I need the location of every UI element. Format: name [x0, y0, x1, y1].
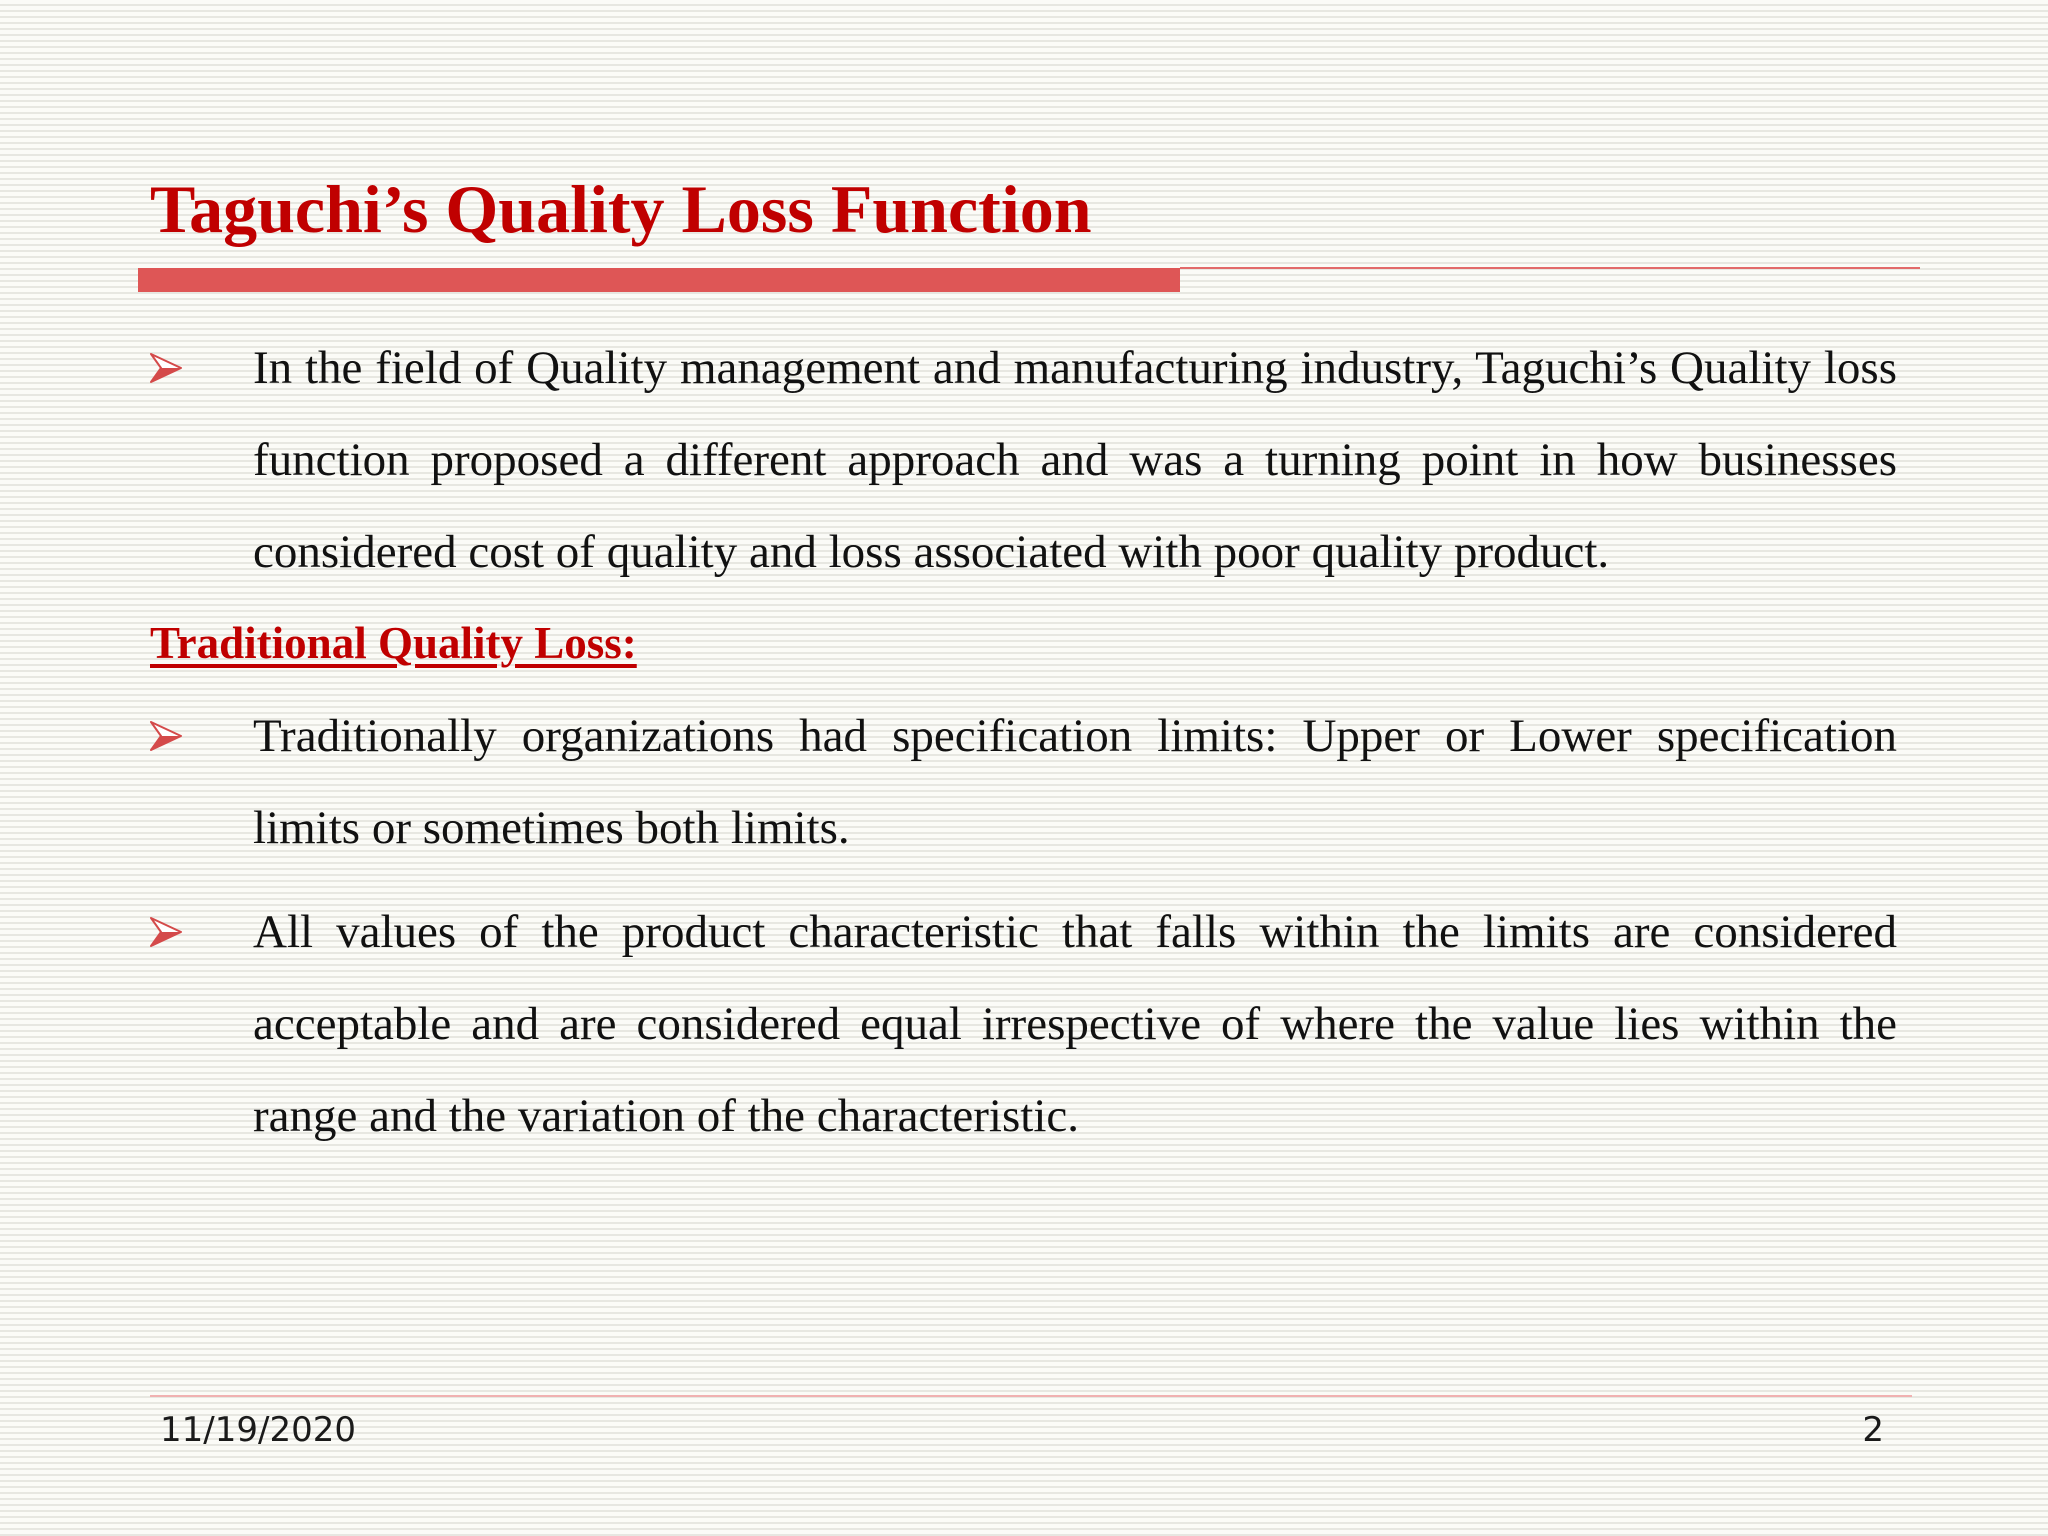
bullet-item: [150, 886, 1897, 1162]
footer-date: 11/19/2020: [160, 1410, 356, 1450]
footer-divider: [150, 1395, 1912, 1397]
slide-body: [150, 322, 1897, 1162]
bullet-item: [150, 690, 1897, 874]
title-underline-bar: [138, 268, 1180, 292]
bullet-item: [150, 322, 1897, 598]
arrow-bullet-icon: [150, 322, 188, 414]
section-subheading: Traditional Quality Loss:: [150, 618, 637, 668]
arrow-bullet-icon: [150, 690, 188, 782]
title-underline-rule: [1180, 267, 1920, 269]
bullet-text: All values of the product characteristic that falls within the limits are considered acceptable and are considered equal irrespective of where the value lies within the range and the variation of the characteristic.: [253, 906, 1897, 1142]
bullet-text: In the field of Quality management and manufacturing industry, Taguchi’s Quality loss function proposed a different approach and was a turning point in how businesses considered cost of quality and loss associated with poor quality product.: [253, 342, 1897, 578]
bullet-text: Traditionally organizations had specification limits: Upper or Lower specification limits or sometimes both limits.: [253, 710, 1897, 854]
arrow-bullet-icon: [150, 886, 188, 978]
slide-title: Taguchi’s Quality Loss Function: [150, 171, 1092, 247]
page-number: 2: [1862, 1410, 1884, 1450]
